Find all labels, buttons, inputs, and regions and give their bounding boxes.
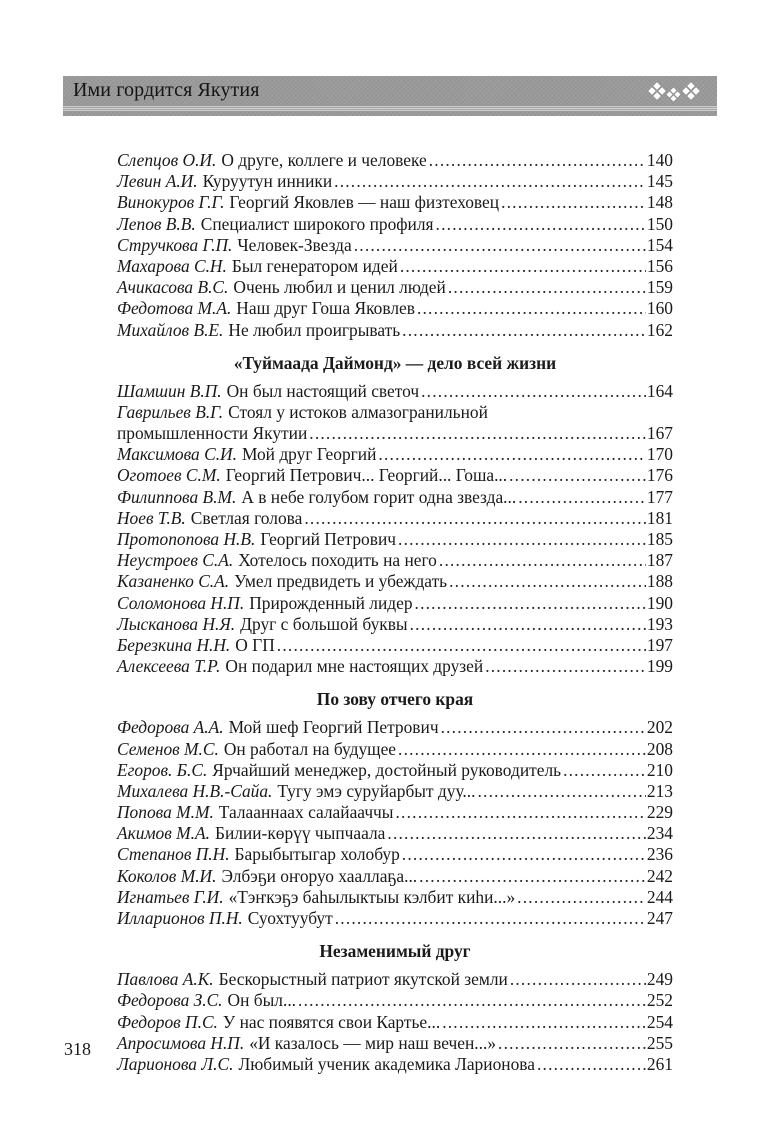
toc-entry[interactable] bbox=[117, 802, 673, 823]
toc-title: Он работал на будущее bbox=[223, 738, 397, 759]
toc-leader-dots bbox=[537, 1054, 646, 1075]
toc-entry[interactable] bbox=[117, 402, 673, 444]
toc-entry[interactable] bbox=[117, 214, 673, 235]
toc-title: Он был настоящий светоч bbox=[226, 380, 420, 401]
toc-page: 154 bbox=[646, 234, 673, 255]
toc-entry[interactable] bbox=[117, 1033, 673, 1054]
toc-title: Мой шеф Георгий Петрович bbox=[228, 717, 439, 738]
toc-author: Попова М.М. bbox=[117, 802, 214, 823]
toc-page: 197 bbox=[646, 634, 673, 655]
toc-page: 213 bbox=[646, 780, 673, 801]
toc-leader-dots bbox=[419, 866, 646, 887]
toc-page: 210 bbox=[646, 759, 673, 780]
toc-page: 249 bbox=[646, 969, 673, 990]
toc-entry[interactable] bbox=[117, 969, 673, 990]
toc-page: 148 bbox=[646, 192, 673, 213]
toc-title: Хотелось походить на него bbox=[238, 550, 437, 571]
toc-leader-dots bbox=[501, 192, 646, 213]
toc-page: 202 bbox=[646, 717, 673, 738]
toc-entry[interactable] bbox=[117, 823, 673, 844]
toc-entry[interactable] bbox=[117, 844, 673, 865]
toc-entry[interactable] bbox=[117, 866, 673, 887]
toc-entry[interactable] bbox=[117, 192, 673, 213]
toc-section bbox=[117, 353, 673, 678]
toc-page: 145 bbox=[646, 171, 673, 192]
toc-page: 170 bbox=[646, 444, 673, 465]
toc-leader-dots bbox=[298, 990, 646, 1011]
toc-author: Максимова С.И. bbox=[117, 444, 237, 465]
toc-entry[interactable] bbox=[117, 171, 673, 192]
toc-leader-dots bbox=[334, 171, 646, 192]
toc-leader-dots bbox=[335, 908, 646, 929]
toc-title: О ГП bbox=[235, 634, 275, 655]
toc-leader-dots bbox=[498, 1033, 646, 1054]
toc-title: Он подарил мне настоящих друзей bbox=[225, 656, 484, 677]
toc-entry[interactable] bbox=[117, 465, 673, 486]
toc-title: Был генератором идей bbox=[231, 255, 398, 276]
toc-author: Ачикасова В.С. bbox=[117, 277, 229, 298]
toc-leader-dots bbox=[402, 320, 646, 341]
toc-leader-dots bbox=[441, 717, 646, 738]
toc-leader-dots bbox=[509, 465, 646, 486]
running-header-title: Ими гордится Якутия bbox=[73, 79, 260, 101]
toc-page: 185 bbox=[646, 529, 673, 549]
toc-author: Ноев Т.В. bbox=[117, 507, 186, 528]
toc-page: 140 bbox=[646, 150, 673, 170]
toc-leader-dots bbox=[510, 969, 646, 990]
toc-leader-dots bbox=[563, 760, 646, 781]
diamond-ornament-icon bbox=[645, 80, 707, 106]
toc-author: Гаврильев В.Г. bbox=[117, 401, 224, 422]
toc-entry[interactable] bbox=[117, 739, 673, 760]
toc-page: 244 bbox=[646, 886, 673, 907]
toc-entry[interactable] bbox=[117, 717, 673, 738]
toc-page: 247 bbox=[646, 908, 673, 928]
toc-leader-dots bbox=[417, 298, 646, 319]
toc-author: Неустроев С.А. bbox=[117, 550, 234, 571]
toc-entry[interactable] bbox=[117, 320, 673, 341]
toc-page: 242 bbox=[646, 865, 673, 886]
toc-entry[interactable] bbox=[117, 614, 673, 635]
toc-leader-dots bbox=[518, 487, 646, 508]
toc-page: 255 bbox=[646, 1032, 673, 1053]
toc-page: 164 bbox=[646, 380, 673, 401]
toc-author: Шамшин В.П. bbox=[117, 380, 222, 401]
toc-entry[interactable] bbox=[117, 298, 673, 319]
toc-title: Талааннаах салайааччы bbox=[218, 802, 394, 823]
toc-entry-line-1 bbox=[117, 402, 673, 423]
toc-author: Игнатьев Г.И. bbox=[117, 886, 224, 907]
toc-title: Не любил проигрывать bbox=[228, 319, 401, 340]
toc-title: Георгий Яковлев — наш физтеховец bbox=[229, 192, 500, 213]
toc-leader-dots bbox=[304, 508, 646, 529]
toc-page: 160 bbox=[646, 298, 673, 319]
page-number: 318 bbox=[64, 1039, 91, 1059]
toc-leader-dots bbox=[410, 614, 646, 635]
toc-title: У нас появятся свои Картье... bbox=[222, 1011, 441, 1032]
toc-leader-dots bbox=[485, 656, 646, 677]
toc-author: Федотова М.А. bbox=[117, 298, 232, 319]
toc-author: Акимов М.А. bbox=[117, 823, 210, 844]
toc-page: 159 bbox=[646, 277, 673, 298]
toc-page: 150 bbox=[646, 213, 673, 234]
toc-title: О друге, коллеге и человеке bbox=[221, 150, 427, 170]
toc-entry[interactable] bbox=[117, 1012, 673, 1033]
toc-page: 156 bbox=[646, 255, 673, 276]
toc-leader-dots bbox=[517, 887, 646, 908]
toc-title: Прирожденный лидер bbox=[249, 592, 413, 613]
toc-author: Соломонова Н.П. bbox=[117, 592, 245, 613]
toc-author: Ларионова Л.С. bbox=[117, 1053, 234, 1074]
toc-page: 187 bbox=[646, 550, 673, 571]
toc-title: «И казалось — мир наш вечен...» bbox=[249, 1032, 497, 1053]
toc-title: А в небе голубом горит одна звезда... bbox=[241, 486, 517, 507]
toc-leader-dots bbox=[309, 423, 646, 444]
toc-entry[interactable] bbox=[117, 908, 673, 929]
toc-author: Коколов М.И. bbox=[117, 865, 217, 886]
toc-title: Друг с большой буквы bbox=[240, 613, 408, 634]
section-heading: По зову отчего края bbox=[316, 689, 474, 710]
toc-section bbox=[117, 689, 673, 929]
toc-page: 208 bbox=[646, 738, 673, 759]
toc-author: Березкина Н.Н. bbox=[117, 634, 231, 655]
toc-entry[interactable] bbox=[117, 571, 673, 592]
toc-author: Оготоев С.М. bbox=[117, 465, 221, 486]
toc-entry[interactable] bbox=[117, 781, 673, 802]
toc-page: 167 bbox=[646, 423, 673, 444]
toc-page: 252 bbox=[646, 990, 673, 1011]
toc-title: Элбэҕи оҥоруо хааллаҕа... bbox=[221, 865, 418, 886]
toc-page: 188 bbox=[646, 571, 673, 592]
toc-leader-dots bbox=[421, 381, 646, 402]
toc-author: Егоров. Б.С. bbox=[117, 759, 208, 780]
toc-page: 190 bbox=[646, 592, 673, 613]
toc-page: 181 bbox=[646, 507, 673, 528]
toc-page: 236 bbox=[646, 844, 673, 865]
toc-entry[interactable] bbox=[117, 508, 673, 529]
toc-page: 254 bbox=[646, 1011, 673, 1032]
toc-entry[interactable] bbox=[117, 635, 673, 656]
toc-entry[interactable] bbox=[117, 593, 673, 614]
toc-author: Протопопова Н.В. bbox=[117, 529, 256, 549]
section-heading: Незаменимый друг bbox=[319, 941, 471, 962]
toc-author: Павлова А.К. bbox=[117, 969, 214, 990]
toc-page: 229 bbox=[646, 802, 673, 823]
toc-entry[interactable] bbox=[117, 487, 673, 508]
toc-author: Левин А.И. bbox=[117, 171, 198, 192]
header-stripes bbox=[63, 106, 717, 112]
toc-title: Очень любил и ценил людей bbox=[233, 277, 446, 298]
toc-leader-dots bbox=[396, 802, 646, 823]
toc-leader-dots bbox=[448, 277, 646, 298]
toc-author: Лепов В.В. bbox=[117, 213, 196, 234]
toc-author: Винокуров Г.Г. bbox=[117, 192, 225, 213]
toc-author: Степанов П.Н. bbox=[117, 844, 230, 865]
toc-author: Казаненко С.А. bbox=[117, 571, 230, 592]
toc-author: Михалева Н.В.-Сайа. bbox=[117, 780, 273, 801]
toc-leader-dots bbox=[439, 550, 646, 571]
toc-title: Наш друг Гоша Яковлев bbox=[236, 298, 415, 319]
toc-entry[interactable] bbox=[117, 1054, 673, 1075]
toc-author: Стручкова Г.П. bbox=[117, 234, 233, 255]
toc-title: Георгий Петрович bbox=[260, 529, 397, 549]
toc-entry[interactable] bbox=[117, 277, 673, 298]
toc-author: Махарова С.Н. bbox=[117, 255, 227, 276]
toc-title: Куруутун инники bbox=[202, 171, 333, 192]
toc-page: 261 bbox=[646, 1053, 673, 1074]
toc-leader-dots bbox=[402, 844, 646, 865]
toc-leader-dots bbox=[354, 235, 646, 256]
toc-page: 234 bbox=[646, 823, 673, 844]
toc-title: Ярчайший менеджер, достойный руководитель bbox=[212, 759, 562, 780]
toc-title-continued: промышленности Якутии bbox=[117, 423, 308, 444]
toc-page: 176 bbox=[646, 465, 673, 486]
toc-title: Он был... bbox=[227, 990, 297, 1011]
toc-leader-dots bbox=[477, 781, 645, 802]
toc-leader-dots bbox=[436, 214, 646, 235]
toc-title: Суохтуубут bbox=[247, 908, 333, 928]
toc-leader-dots bbox=[277, 635, 646, 656]
toc-section bbox=[117, 150, 673, 341]
toc-entry[interactable] bbox=[117, 444, 673, 465]
toc-entry[interactable] bbox=[117, 990, 673, 1011]
toc-entry[interactable] bbox=[117, 256, 673, 277]
toc-leader-dots bbox=[415, 593, 646, 614]
toc-author: Алексеева Т.Р. bbox=[117, 656, 221, 677]
toc-entry[interactable] bbox=[117, 150, 673, 171]
toc-title: Специалист широкого профиля bbox=[200, 213, 434, 234]
toc-leader-dots bbox=[442, 1012, 646, 1033]
toc-entry[interactable] bbox=[117, 760, 673, 781]
section-heading: «Туймаада Даймонд» — дело всей жизни bbox=[233, 352, 557, 373]
toc-author: Лысканова Н.Я. bbox=[117, 613, 236, 634]
toc-author: Федорова З.С. bbox=[117, 990, 223, 1011]
toc-leader-dots bbox=[398, 529, 646, 550]
toc-author: Филиппова В.М. bbox=[117, 486, 237, 507]
toc-entry[interactable] bbox=[117, 887, 673, 908]
toc-leader-dots bbox=[429, 150, 646, 171]
toc-title: Мой друг Георгий bbox=[241, 444, 377, 465]
toc-page: 199 bbox=[646, 656, 673, 677]
toc-leader-dots bbox=[378, 444, 645, 465]
toc-author: Федоров П.С. bbox=[117, 1011, 218, 1032]
toc-author: Слепцов О.И. bbox=[117, 150, 217, 170]
toc-page: 193 bbox=[646, 613, 673, 634]
toc-title: Умел предвидеть и убеждать bbox=[234, 571, 448, 592]
toc-entry[interactable] bbox=[117, 529, 673, 550]
toc-title: Любимый ученик академика Ларионова bbox=[238, 1053, 535, 1074]
toc-title: Человек-Звезда bbox=[237, 234, 352, 255]
toc-entry-line-2 bbox=[117, 423, 673, 444]
toc-entry[interactable] bbox=[117, 550, 673, 571]
toc-title: «Тэҥкэҕэ баһылыктыы кэлбит киһи...» bbox=[228, 886, 516, 907]
toc-leader-dots bbox=[387, 823, 646, 844]
toc-title: Стоял у истоков алмазогранильной bbox=[228, 401, 488, 422]
toc-title: Светлая голова bbox=[190, 507, 303, 528]
toc-leader-dots bbox=[400, 256, 646, 277]
table-of-contents bbox=[117, 150, 673, 1075]
toc-section bbox=[117, 941, 673, 1075]
toc-author: Михайлов В.Е. bbox=[117, 319, 224, 340]
toc-author: Апросимова Н.П. bbox=[117, 1032, 245, 1053]
toc-leader-dots bbox=[449, 571, 646, 592]
toc-title: Билии-көрүү чыпчаала bbox=[214, 823, 386, 844]
toc-leader-dots bbox=[398, 739, 646, 760]
toc-author: Илларионов П.Н. bbox=[117, 908, 243, 928]
toc-author: Семенов М.С. bbox=[117, 738, 219, 759]
toc-entry[interactable] bbox=[117, 235, 673, 256]
toc-entry[interactable] bbox=[117, 381, 673, 402]
toc-title: Тугу эмэ суруйарбыт дуу... bbox=[277, 780, 476, 801]
toc-title: Барыбытыгар холобур bbox=[234, 844, 400, 865]
toc-page: 162 bbox=[646, 319, 673, 340]
toc-page: 177 bbox=[646, 486, 673, 507]
toc-title: Бескорыстный патриот якутской земли bbox=[218, 969, 508, 990]
toc-author: Федорова А.А. bbox=[117, 717, 224, 738]
toc-entry[interactable] bbox=[117, 656, 673, 677]
running-header bbox=[63, 76, 717, 116]
toc-title: Георгий Петрович... Георгий... Гоша... bbox=[225, 465, 508, 486]
